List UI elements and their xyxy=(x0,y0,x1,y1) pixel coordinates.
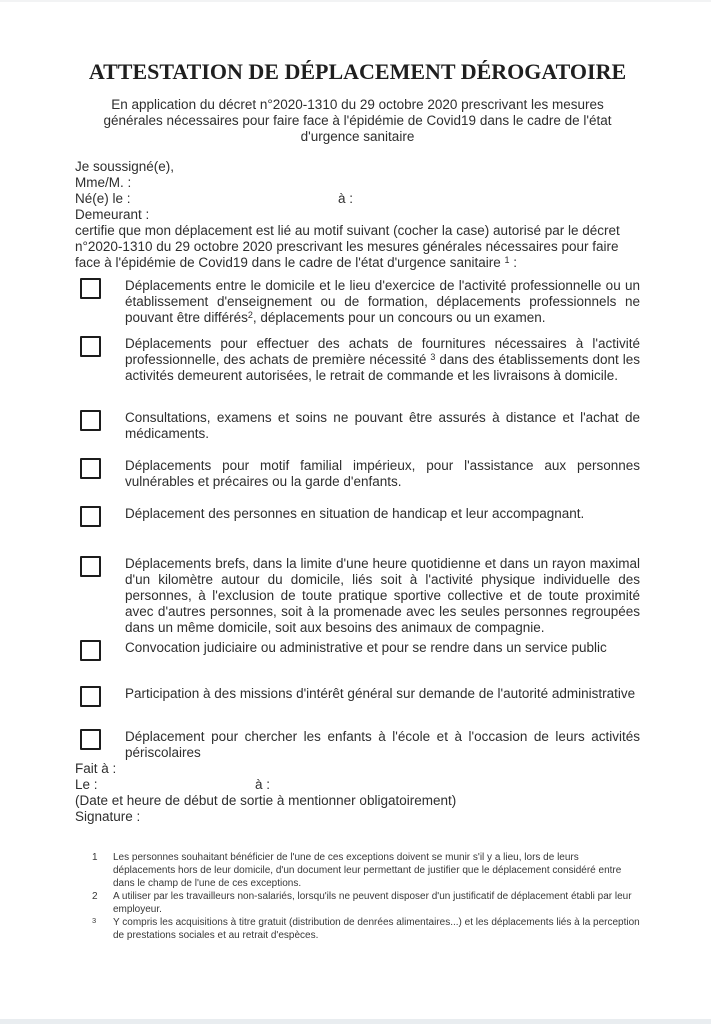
footnote-2 xyxy=(75,890,640,916)
reason-text-travail: Déplacements entre le domicile et le lieu d'exercice de l'activité professionnelle ou un établissement d'enseignement ou de formation, déplacements professionnels ne pouvant être différés$^2$, déplacements pour un concours ou un examen. xyxy=(125,278,640,325)
reason-text-convocation: Convocation judiciaire ou administrative et pour se rendre dans un service public xyxy=(125,640,607,655)
reason-text-sante: Consultations, examens et soins ne pouvant être assurés à distance et l'achat de médicaments. xyxy=(125,410,640,441)
document-content xyxy=(75,60,640,942)
address-label[interactable]: Demeurant : xyxy=(75,207,150,222)
fait-label[interactable]: Fait à : xyxy=(75,761,117,776)
address-line xyxy=(75,207,640,223)
checkbox-achats[interactable] xyxy=(80,336,101,357)
le-line xyxy=(75,777,640,793)
footnote-1 xyxy=(75,851,640,890)
le-at-label[interactable]: à : xyxy=(255,777,271,792)
checkbox-sport-animaux[interactable] xyxy=(80,556,101,577)
certify-paragraph: certifie que mon déplacement est lié au motif suivant (cocher la case) autorisé par le décret n°2020-1310 du 29 octobre 2020 prescrivant les mesures générales nécessaires pour faire face à l'épidémie de Covid19 dans le cadre de l'état d'urgence sanitaire $^1$ : xyxy=(75,223,620,270)
fait-line xyxy=(75,761,640,777)
checkbox-convocation[interactable] xyxy=(80,640,101,661)
checkbox-missions[interactable] xyxy=(80,686,101,707)
page-bottom-edge xyxy=(0,1019,711,1024)
reason-row-famille xyxy=(75,458,640,490)
reason-row-sante xyxy=(75,410,640,442)
reason-text-missions: Participation à des missions d'intérêt général sur demande de l'autorité administrative xyxy=(125,686,636,701)
footnote-marker: 2 xyxy=(92,891,98,902)
footnote-text: A utiliser par les travailleurs non-salariés, lorsqu'ils ne peuvent disposer d'un justificatif de déplacement établi par leur employeur. xyxy=(113,891,632,915)
name-line xyxy=(75,175,640,191)
reason-row-handicap xyxy=(75,506,640,527)
checkbox-handicap[interactable] xyxy=(80,506,101,527)
reason-text-handicap: Déplacement des personnes en situation de handicap et leur accompagnant. xyxy=(125,506,585,521)
footnote-text: Y compris les acquisitions à titre gratuit (distribution de denrées alimentaires...) et les déplacements liés à la perception de prestations sociales et au retrait d'espèces. xyxy=(113,917,640,941)
page-top-edge xyxy=(0,0,711,2)
intro-line: Je soussigné(e), xyxy=(75,159,175,174)
footnote-text: Les personnes souhaitant bénéficier de l'une de ces exceptions doivent se munir s'il y a lieu, lors de leurs déplacements hors de leur domicile, d'un document leur permettant de justifier que le déplacement considéré entre dans le champ de l'une de ces exceptions. xyxy=(113,852,622,889)
reason-text-famille: Déplacements pour motif familial impérieux, pour l'assistance aux personnes vulnérables et précaires ou la garde d'enfants. xyxy=(125,458,640,489)
birthdate-label[interactable]: Né(e) le : xyxy=(75,191,131,206)
reason-row-travail xyxy=(75,278,640,326)
name-label[interactable]: Mme/M. : xyxy=(75,175,132,190)
page-title: ATTESTATION DE DÉPLACEMENT DÉROGATOIRE xyxy=(88,59,627,84)
signature-label[interactable]: Signature : xyxy=(75,809,141,824)
checkbox-sante[interactable] xyxy=(80,410,101,431)
decree-subtitle: En application du décret n°2020-1310 du 29 octobre 2020 prescrivant les mesures générales nécessaires pour faire face à l'épidémie de Covid19 dans le cadre de l'état d'urgence sanitaire xyxy=(103,97,612,144)
footnote-marker: 3 xyxy=(92,916,97,925)
checkbox-travail[interactable] xyxy=(80,278,101,299)
reason-row-enfants xyxy=(75,729,640,761)
signature-line xyxy=(75,809,640,825)
date-note: (Date et heure de début de sortie à mentionner obligatoirement) xyxy=(75,793,457,808)
reason-row-convocation xyxy=(75,640,640,661)
footnotes-list xyxy=(75,851,640,942)
checkbox-enfants[interactable] xyxy=(80,729,101,750)
reason-row-achats xyxy=(75,336,640,384)
le-label[interactable]: Le : xyxy=(75,777,98,792)
birth-line xyxy=(75,191,640,207)
footnote-3 xyxy=(75,916,640,942)
reasons-list xyxy=(75,278,640,761)
reason-row-sport-animaux xyxy=(75,556,640,636)
reason-text-sport-animaux: Déplacements brefs, dans la limite d'une heure quotidienne et dans un rayon maximal d'un kilomètre autour du domicile, liés soit à l'activité physique individuelle des personnes, à l'exclusion de toute pratique sportive collective et de toute proximité avec d'autres personnes, soit à la promenade avec les seules personnes regroupées dans un même domicile, soit aux besoins des animaux de compagnie. xyxy=(125,556,640,635)
reason-text-achats: Déplacements pour effectuer des achats de fournitures nécessaires à l'activité professionnelle, des achats de première nécessité $^3$ dans des établissements dont les activités demeurent autorisées, le retrait de commande et les livraisons à domicile. xyxy=(125,336,640,383)
footnote-reference: 3 xyxy=(430,352,436,362)
reason-row-missions xyxy=(75,686,640,707)
reason-text-enfants: Déplacement pour chercher les enfants à l'école et à l'occasion de leurs activités périscolaires xyxy=(125,729,640,760)
footnote-reference: 1 xyxy=(504,255,510,265)
birthplace-label[interactable]: à : xyxy=(338,191,354,206)
footnote-reference: 2 xyxy=(247,310,253,320)
footnote-marker: 1 xyxy=(92,852,98,863)
checkbox-famille[interactable] xyxy=(80,458,101,479)
